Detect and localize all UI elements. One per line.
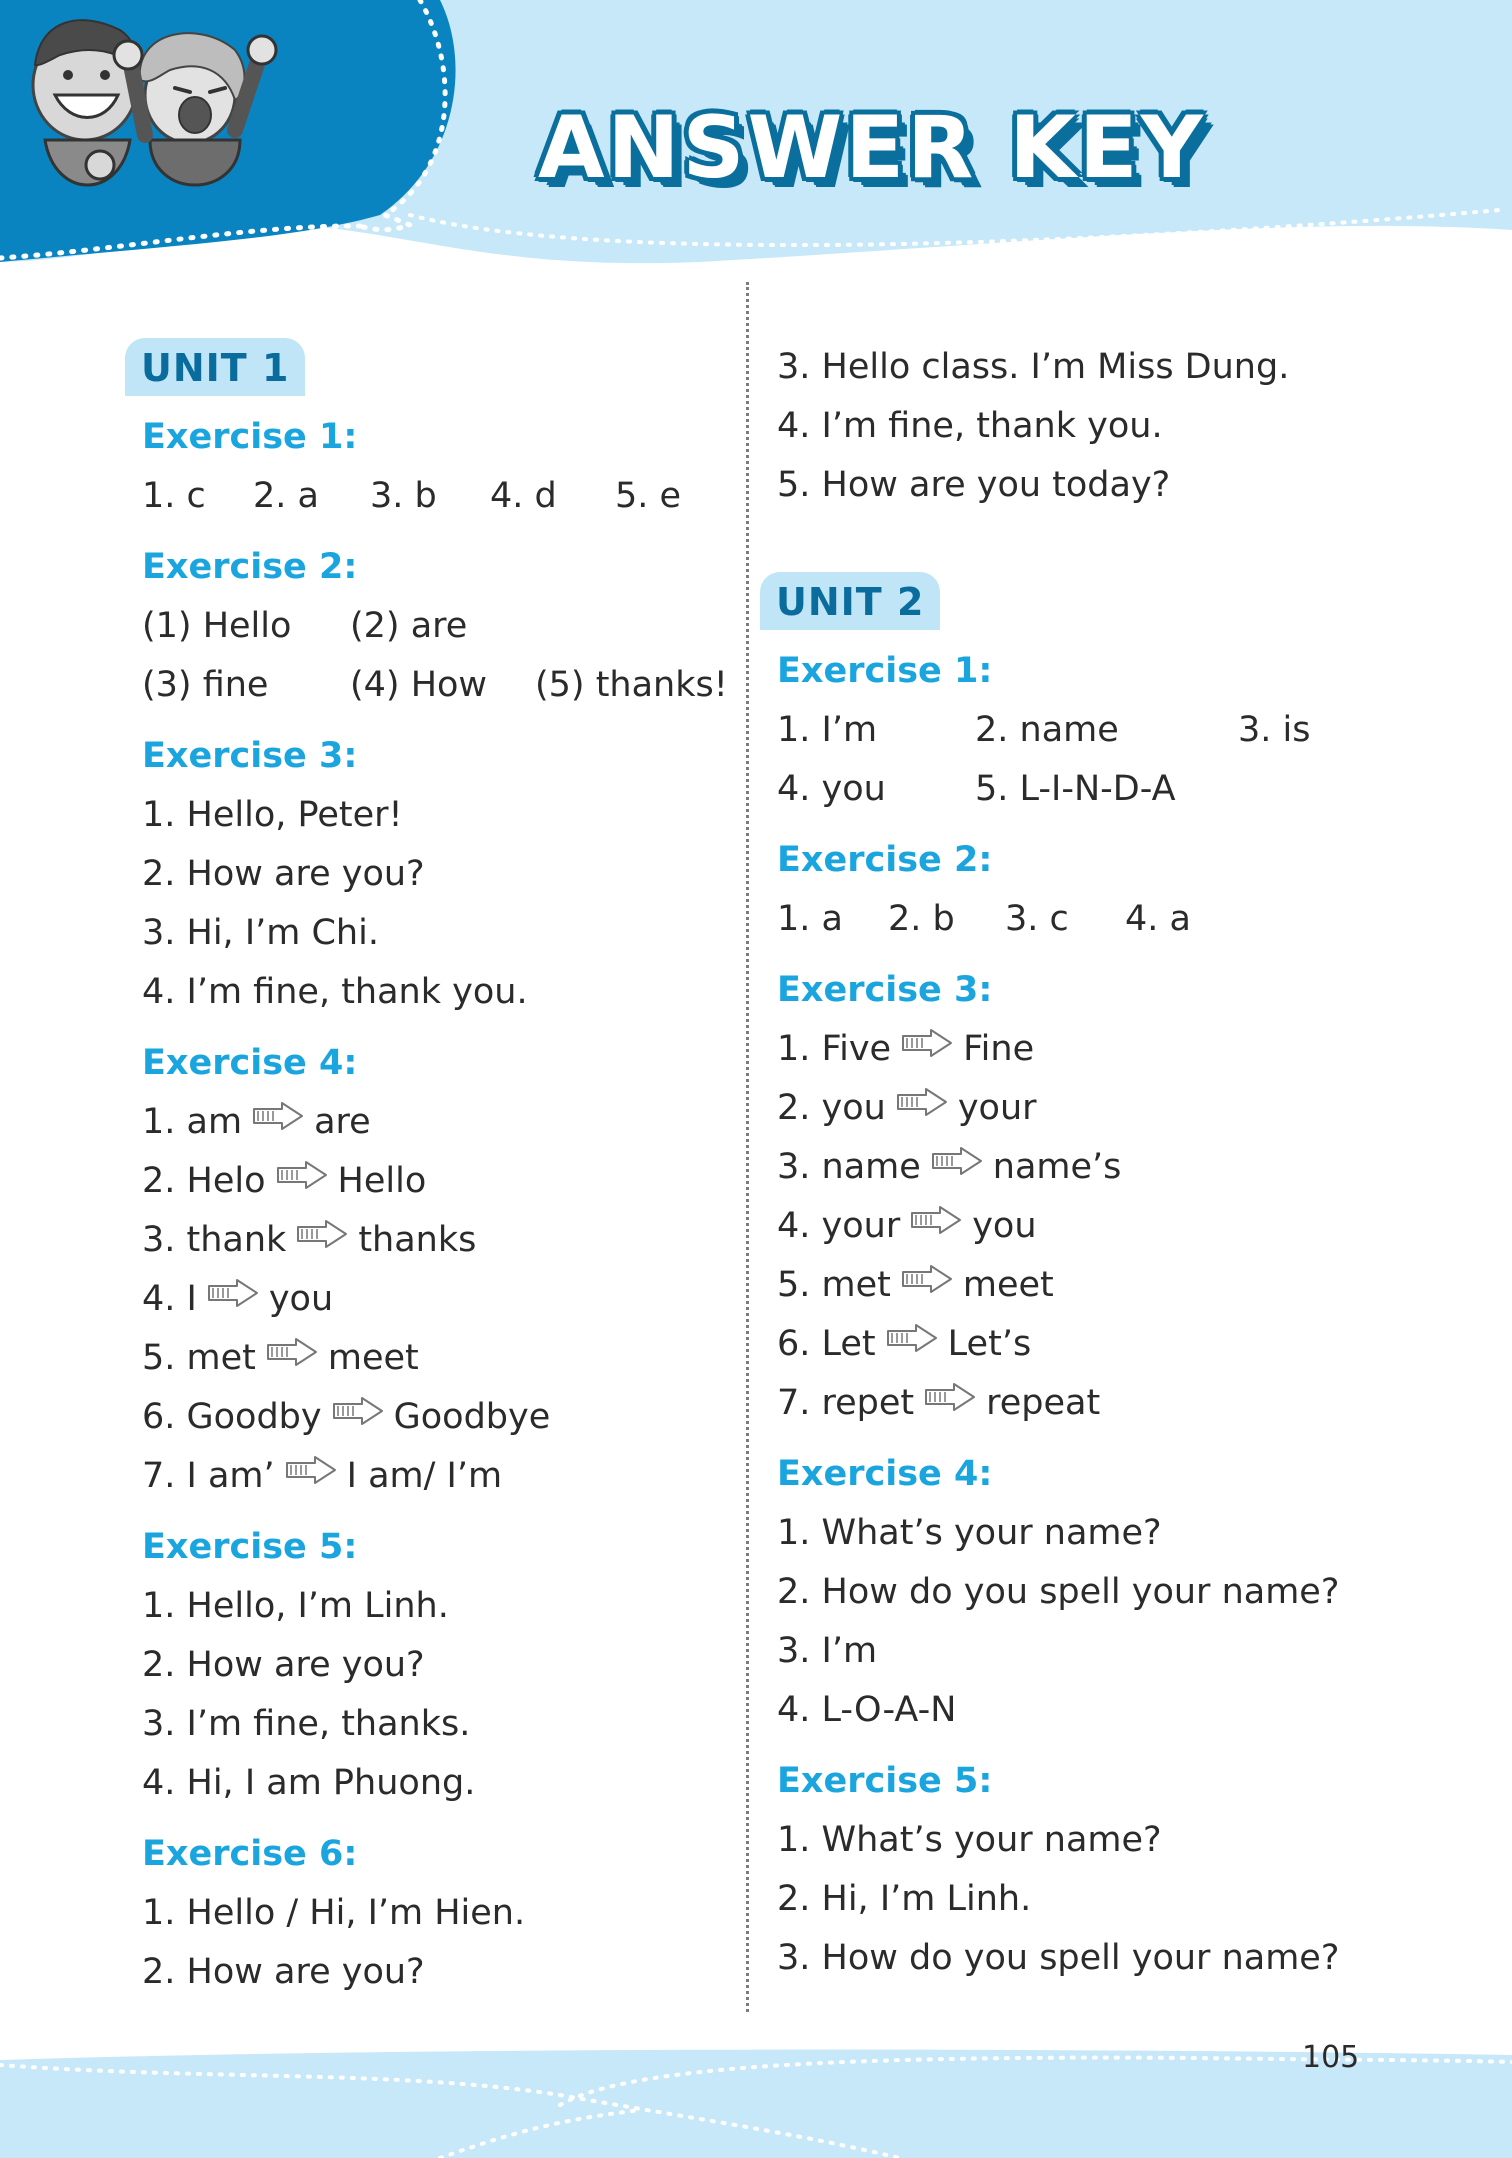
correction-line (125, 1152, 725, 1211)
answer-item: 4. d (490, 476, 557, 516)
wrong-word: 5. met (142, 1338, 256, 1378)
answer-item: 3. c (1005, 899, 1069, 939)
correction-line (125, 1447, 725, 1506)
right-arrow-icon (276, 1150, 328, 1209)
answer-item: 5. L-I-N-D-A (975, 769, 1176, 809)
exercise-heading: Exercise 3: (777, 970, 993, 1010)
correction-line (125, 1388, 725, 1447)
answer-line: 4. Hi, I am Phuong. (142, 1763, 476, 1803)
right-arrow-icon (886, 1313, 938, 1372)
correct-word: meet (327, 1338, 419, 1378)
correct-word: name’s (992, 1147, 1122, 1187)
correction-line (125, 1270, 725, 1329)
wrong-word: 4. your (777, 1206, 901, 1246)
wrong-word: 1. am (142, 1102, 243, 1142)
correction-line (760, 1256, 1420, 1315)
correction-line (125, 1211, 725, 1270)
correction-line (760, 1374, 1420, 1433)
answer-line: 1. What’s your name? (777, 1820, 1162, 1860)
exercise-heading: Exercise 1: (142, 417, 358, 457)
wrong-word: 3. thank (142, 1220, 287, 1260)
correct-word: thanks (358, 1220, 477, 1260)
answer-line: 4. I’m fine, thank you. (777, 406, 1163, 446)
right-arrow-icon (896, 1077, 948, 1136)
answer-line: 3. Hello class. I’m Miss Dung. (777, 347, 1290, 387)
left-column (125, 338, 728, 2002)
answer-item: 1. c (142, 476, 206, 516)
answer-item: (2) are (350, 606, 468, 646)
column-divider (746, 282, 749, 2012)
correct-word: I am/ I’m (346, 1456, 503, 1496)
exercise-heading: Exercise 5: (777, 1761, 993, 1801)
answer-item: 2. a (253, 476, 319, 516)
answer-item: (4) How (350, 665, 488, 705)
answer-line: 2. How are you? (142, 1645, 425, 1685)
correction-line (760, 1079, 1420, 1138)
correction-line (760, 1197, 1420, 1256)
correct-word: Fine (963, 1029, 1035, 1069)
correction-line (125, 1329, 725, 1388)
exercise-heading: Exercise 3: (142, 736, 358, 776)
right-arrow-icon (207, 1268, 259, 1327)
right-arrow-icon (252, 1091, 304, 1150)
exercise-heading: Exercise 6: (142, 1834, 358, 1874)
answer-item: 3. b (370, 476, 437, 516)
correction-line (125, 1093, 725, 1152)
unit-label: UNIT 2 (776, 580, 925, 624)
right-arrow-icon (901, 1254, 953, 1313)
exercise-heading: Exercise 4: (142, 1043, 358, 1083)
unit-badge (760, 572, 940, 630)
wrong-word: 7. I am’ (142, 1456, 275, 1496)
answer-line: 3. I’m fine, thanks. (142, 1704, 471, 1744)
answer-line: 4. I’m fine, thank you. (142, 972, 528, 1012)
answer-line: 1. Hello / Hi, I’m Hien. (142, 1893, 526, 1933)
answer-item: 4. a (1125, 899, 1191, 939)
wrong-word: 6. Let (777, 1324, 876, 1364)
wrong-word: 7. repet (777, 1383, 915, 1423)
correct-word: you (972, 1206, 1037, 1246)
header-banner (0, 0, 1512, 290)
unit-label: UNIT 1 (141, 346, 290, 390)
correct-word: you (268, 1279, 334, 1319)
answer-line: 2. How are you? (142, 854, 425, 894)
answer-line: 5. How are you today? (777, 465, 1171, 505)
answer-item: (3) fine (142, 665, 269, 705)
answer-row (760, 890, 1420, 949)
answer-item: 2. b (888, 899, 955, 939)
correction-line (760, 1315, 1420, 1374)
right-arrow-icon (296, 1209, 348, 1268)
wrong-word: 2. you (777, 1088, 886, 1128)
right-arrow-icon (332, 1386, 384, 1445)
answer-item: 5. e (615, 476, 682, 516)
correction-line (760, 1138, 1420, 1197)
page-number: 105 (1302, 2040, 1360, 2075)
answer-item: (1) Hello (142, 606, 292, 646)
answer-item: (5) thanks! (535, 665, 728, 705)
correct-word: Hello (337, 1161, 427, 1201)
answer-item: 1. I’m (777, 710, 878, 750)
answer-line: 1. Hello, Peter! (142, 795, 403, 835)
right-arrow-icon (924, 1372, 976, 1431)
answer-line: 3. Hi, I’m Chi. (142, 913, 379, 953)
exercise-heading: Exercise 4: (777, 1454, 993, 1494)
footer-background (0, 2010, 1512, 2158)
answer-line: 3. I’m (777, 1631, 878, 1671)
wrong-word: 4. I (142, 1279, 197, 1319)
wrong-word: 5. met (777, 1265, 891, 1305)
wrong-word: 2. Helo (142, 1161, 266, 1201)
correction-line (760, 1020, 1420, 1079)
correct-word: Let’s (947, 1324, 1032, 1364)
answer-row (125, 656, 728, 715)
answer-item: 2. name (975, 710, 1119, 750)
wrong-word: 3. name (777, 1147, 921, 1187)
correct-word: are (314, 1102, 371, 1142)
answer-line: 1. What’s your name? (777, 1513, 1162, 1553)
answer-line: 1. Hello, I’m Linh. (142, 1586, 449, 1626)
wrong-word: 6. Goodby (142, 1397, 322, 1437)
correct-word: Goodbye (393, 1397, 551, 1437)
answer-line: 3. How do you spell your name? (777, 1938, 1340, 1978)
correct-word: meet (962, 1265, 1054, 1305)
correct-word: your (957, 1088, 1037, 1128)
right-column (760, 338, 1420, 1988)
exercise-heading: Exercise 2: (142, 547, 358, 587)
exercise-heading: Exercise 2: (777, 840, 993, 880)
answer-row (125, 467, 725, 526)
answer-line: 4. L-O-A-N (777, 1690, 957, 1730)
children-mascot-illustration (0, 0, 290, 200)
page-title: ANSWER KEY (538, 98, 1206, 198)
right-arrow-icon (931, 1136, 983, 1195)
answer-item: 4. you (777, 769, 886, 809)
right-arrow-icon (910, 1195, 962, 1254)
wrong-word: 1. Five (777, 1029, 892, 1069)
answer-item: 3. is (1238, 710, 1311, 750)
footer-wave (0, 2010, 1512, 2158)
right-arrow-icon (266, 1327, 318, 1386)
right-arrow-icon (901, 1018, 953, 1077)
answer-row (760, 760, 1420, 819)
answer-line: 2. How do you spell your name? (777, 1572, 1340, 1612)
answer-line: 2. How are you? (142, 1952, 425, 1992)
answer-item: 1. a (777, 899, 843, 939)
exercise-heading: Exercise 1: (777, 651, 993, 691)
answer-row (125, 597, 725, 656)
answer-row (760, 701, 1420, 760)
answer-line: 2. Hi, I’m Linh. (777, 1879, 1032, 1919)
right-arrow-icon (285, 1445, 337, 1504)
exercise-heading: Exercise 5: (142, 1527, 358, 1567)
correct-word: repeat (986, 1383, 1101, 1423)
unit-badge (125, 338, 305, 396)
